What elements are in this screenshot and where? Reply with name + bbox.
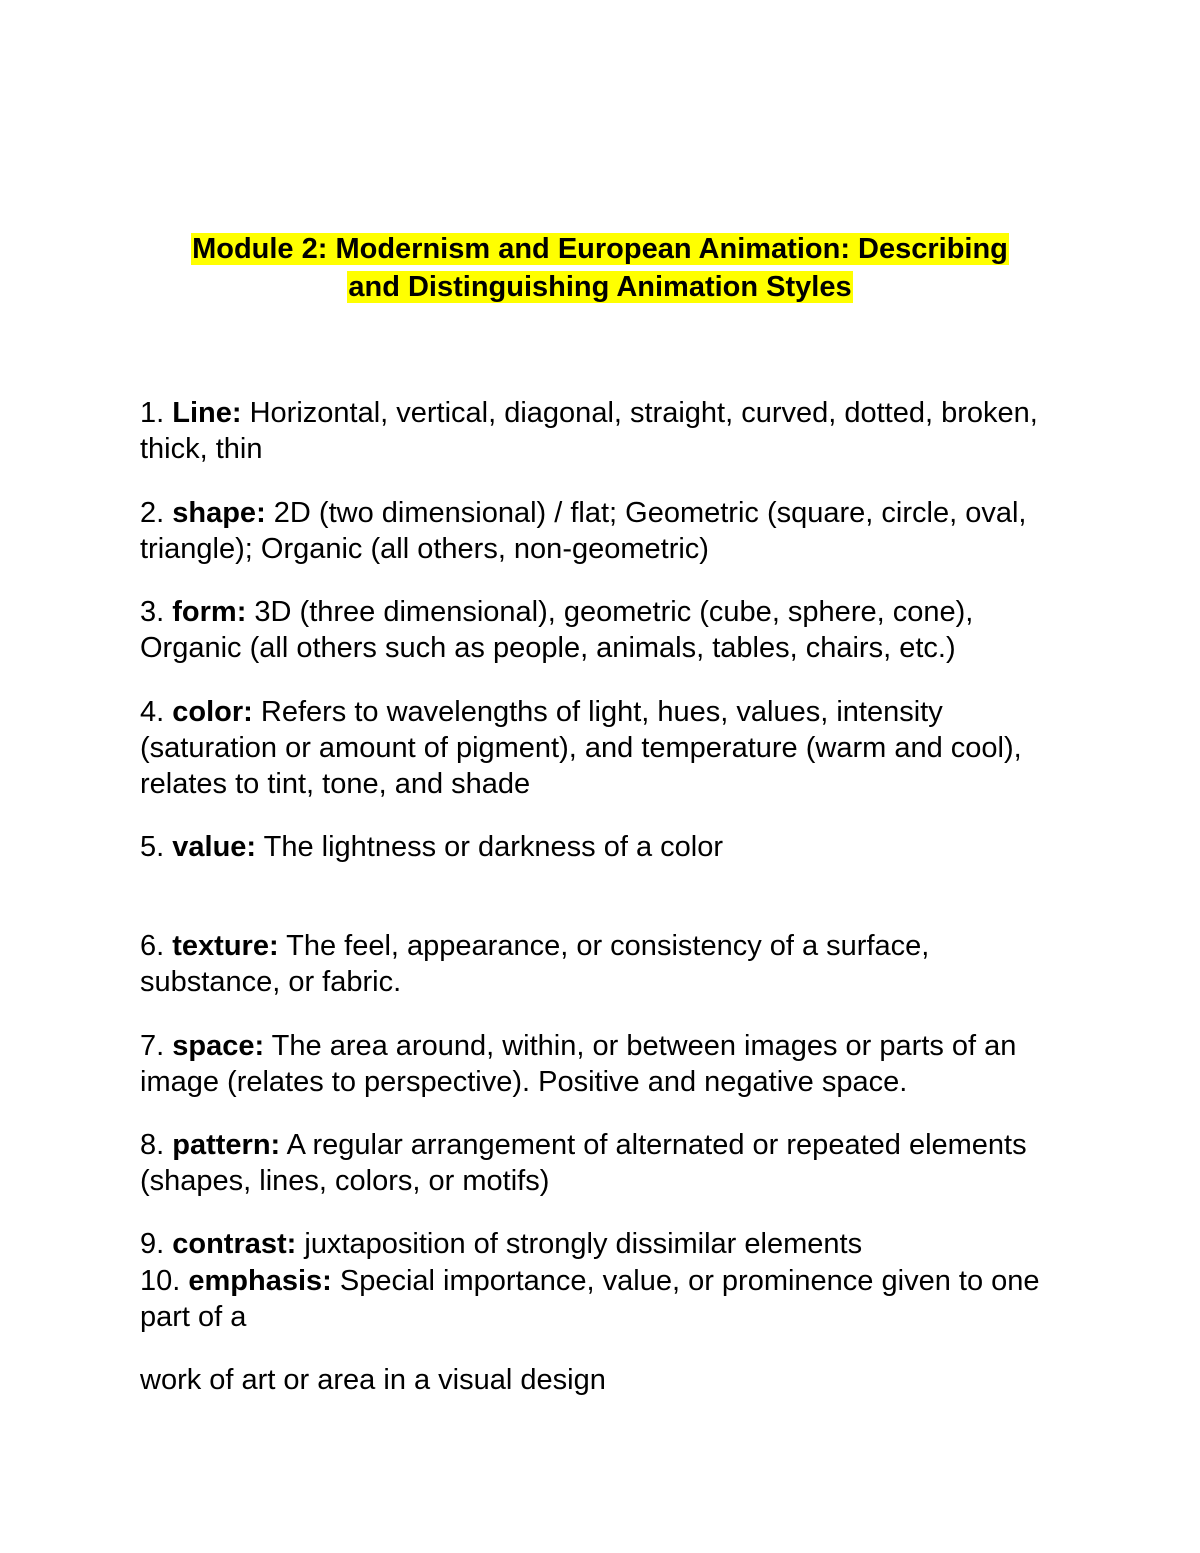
list-item-form: 3. form: 3D (three dimensional), geometric (cube, sphere, cone), Organic (all others such as people, animals, tables, chairs, etc.) [140, 596, 974, 664]
term: contrast: [172, 1228, 297, 1260]
term: color: [172, 696, 253, 728]
list-item-color: 4. color: Refers to wavelengths of light, hues, values, intensity (saturation or amount of pigment), and temperature (warm and cool), relates to tint, tone, and shade [140, 696, 1022, 800]
term: Line: [172, 397, 242, 429]
term: form: [172, 596, 247, 628]
list-item-texture: 6. texture: The feel, appearance, or consistency of a surface, substance, or fabric. [140, 930, 930, 998]
term: emphasis: [188, 1265, 332, 1297]
list-item-pattern: 8. pattern: A regular arrangement of alternated or repeated elements (shapes, lines, colors, or motifs) [140, 1129, 1027, 1197]
trailing-line: work of art or area in a visual design [140, 1364, 606, 1396]
title-line-2: and Distinguishing Animation Styles [348, 271, 852, 303]
document-title [140, 230, 1060, 306]
list-item-line: 1. Line: Horizontal, vertical, diagonal, straight, curved, dotted, broken, thick, thin [140, 397, 1038, 465]
term: space: [172, 1030, 265, 1062]
term: texture: [172, 930, 279, 962]
list-item-value: 5. value: The lightness or darkness of a color [140, 831, 724, 863]
title-line-1: Module 2: Modernism and European Animation: Describing [192, 233, 1008, 265]
list-item-contrast: 9. contrast: juxtaposition of strongly dissimilar elements [140, 1228, 863, 1260]
list-item-emphasis: 10. emphasis: Special importance, value, or prominence given to one part of a [140, 1265, 1040, 1333]
list-item-shape: 2. shape: 2D (two dimensional) / flat; Geometric (square, circle, oval, triangle); Organic (all others, non-geometric) [140, 497, 1027, 565]
term: shape: [172, 497, 266, 529]
term: pattern: [172, 1129, 281, 1161]
list-item-space: 7. space: The area around, within, or between images or parts of an image (relates to perspective). Positive and negative space. [140, 1030, 1017, 1098]
term: value: [172, 831, 257, 863]
